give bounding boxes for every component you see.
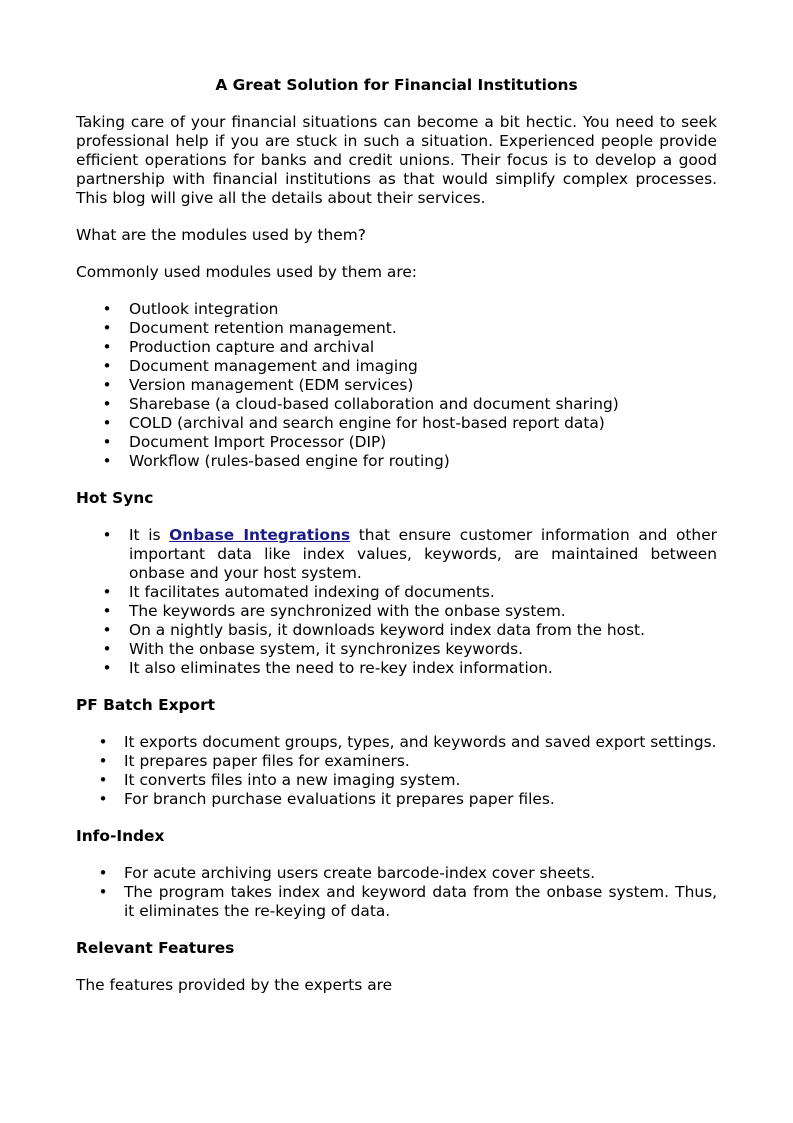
list-item: • It facilitates automated indexing of documents. <box>76 583 717 602</box>
list-item: • It prepares paper files for examiners. <box>76 752 717 771</box>
list-item: • Production capture and archival <box>76 338 717 357</box>
document-title: A Great Solution for Financial Institutions <box>215 76 578 94</box>
bullet: • <box>102 602 112 620</box>
bullet: • <box>102 357 112 375</box>
bullet: • <box>102 433 112 451</box>
list-item: • Workflow (rules-based engine for routing) <box>76 452 717 471</box>
modules-intro: Commonly used modules used by them are: <box>76 263 417 281</box>
list-item: • It exports document groups, types, and keywords and saved export settings. <box>76 733 717 752</box>
list-item: • The program takes index and keyword data from the onbase system. Thus, it eliminates the re-keying of data. <box>76 883 717 921</box>
list-item: • It converts files into a new imaging system. <box>76 771 717 790</box>
modules-question: What are the modules used by them? <box>76 226 366 244</box>
bullet: • <box>102 414 112 432</box>
bullet: • <box>98 771 108 789</box>
list-item: • For acute archiving users create barcode-index cover sheets. <box>76 864 717 883</box>
bullet: • <box>102 526 112 544</box>
bullet: • <box>102 338 112 356</box>
bullet: • <box>98 752 108 770</box>
info-index-list <box>76 864 717 921</box>
intro-paragraph: Taking care of your financial situations can become a bit hectic. You need to seek professional help if you are stuck in such a situation. Experienced people provide efficient operations for banks and credit unions. Their focus is to develop a good partnership with financial institutions as that would simplify complex processes. This blog will give all the details about their services. <box>76 113 717 207</box>
list-item: • On a nightly basis, it downloads keyword index data from the host. <box>76 621 717 640</box>
list-item: • Sharebase (a cloud-based collaboration and document sharing) <box>76 395 717 414</box>
bullet: • <box>102 583 112 601</box>
relevant-features-heading: Relevant Features <box>76 939 235 957</box>
list-item: • Document Import Processor (DIP) <box>76 433 717 452</box>
list-item: • The keywords are synchronized with the onbase system. <box>76 602 717 621</box>
bullet: • <box>98 883 108 901</box>
modules-list <box>76 300 717 471</box>
list-item: • Outlook integration <box>76 300 717 319</box>
bullet: • <box>102 319 112 337</box>
list-item: • Version management (EDM services) <box>76 376 717 395</box>
list-item: • Document retention management. <box>76 319 717 338</box>
bullet: • <box>98 864 108 882</box>
info-index-heading: Info-Index <box>76 827 165 845</box>
bullet: • <box>102 395 112 413</box>
relevant-features-text: The features provided by the experts are <box>76 976 393 994</box>
list-item: • It is Onbase Integrations that ensure customer information and other important data like index values, keywords, are maintained between onbase and your host system. <box>76 526 717 583</box>
hot-sync-list <box>76 526 717 678</box>
list-item: • For branch purchase evaluations it prepares paper files. <box>76 790 717 809</box>
bullet: • <box>102 452 112 470</box>
bullet: • <box>102 300 112 318</box>
bullet: • <box>102 621 112 639</box>
bullet: • <box>102 640 112 658</box>
list-item: • Document management and imaging <box>76 357 717 376</box>
bullet: • <box>98 790 108 808</box>
bullet: • <box>102 659 112 677</box>
list-item: • COLD (archival and search engine for host-based report data) <box>76 414 717 433</box>
bullet: • <box>102 376 112 394</box>
onbase-integrations-link[interactable]: Onbase Integrations <box>169 526 351 544</box>
list-item: • With the onbase system, it synchronizes keywords. <box>76 640 717 659</box>
bullet: • <box>98 733 108 751</box>
pf-batch-export-list <box>76 733 717 809</box>
pf-batch-export-heading: PF Batch Export <box>76 696 216 714</box>
hot-sync-heading: Hot Sync <box>76 489 154 507</box>
list-item: • It also eliminates the need to re-key index information. <box>76 659 717 678</box>
